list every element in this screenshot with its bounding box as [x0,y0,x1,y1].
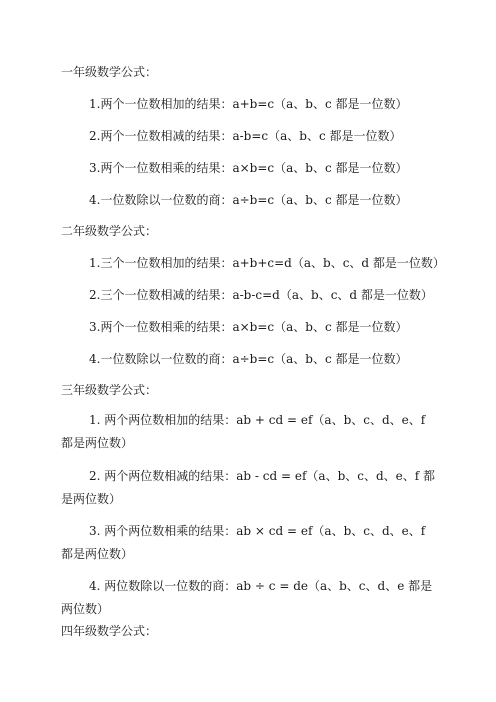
grade2-heading: 二年级数学公式： [61,224,158,238]
grade2-item-4: 4.一位数除以一位数的商：a÷b=c（a、b、c 都是一位数） [89,352,408,366]
grade2-item-2: 2.三个一位数相减的结果：a-b-c=d（a、b、c、d 都是一位数） [89,288,433,302]
grade3-item-3: 3. 两个两位数相乘的结果：ab × cd = ef（a、b、c、d、e、f 都是两位数） [61,524,426,561]
grade3-item-2: 2. 两个两位数相减的结果：ab - cd = ef（a、b、c、d、e、f 都是两位数） [61,469,436,506]
grade1-item-2: 2.两个一位数相减的结果：a-b=c（a、b、c 都是一位数） [89,129,402,143]
grade3-item-1: 1. 两个两位数相加的结果：ab + cd = ef（a、b、c、d、e、f 都是两位数） [61,413,426,450]
grade1-item-1: 1.两个一位数相加的结果：a+b=c（a、b、c 都是一位数） [89,97,408,111]
grade1-item-3: 3.两个一位数相乘的结果：a×b=c（a、b、c 都是一位数） [89,161,408,175]
grade1-heading: 一年级数学公式： [61,65,158,79]
grade3-heading: 三年级数学公式： [61,383,158,397]
grade2-item-1: 1.三个一位数相加的结果：a+b+c=d（a、b、c、d 都是一位数） [89,256,445,270]
grade2-item-3: 3.两个一位数相乘的结果：a×b=c（a、b、c 都是一位数） [89,320,408,334]
grade1-item-4: 4.一位数除以一位数的商：a÷b=c（a、b、c 都是一位数） [89,193,408,207]
grade3-item-4: 4. 两位数除以一位数的商：ab ÷ c = de（a、b、c、d、e 都是两位数） [61,579,433,616]
grade4-heading: 四年级数学公式： [61,624,158,638]
